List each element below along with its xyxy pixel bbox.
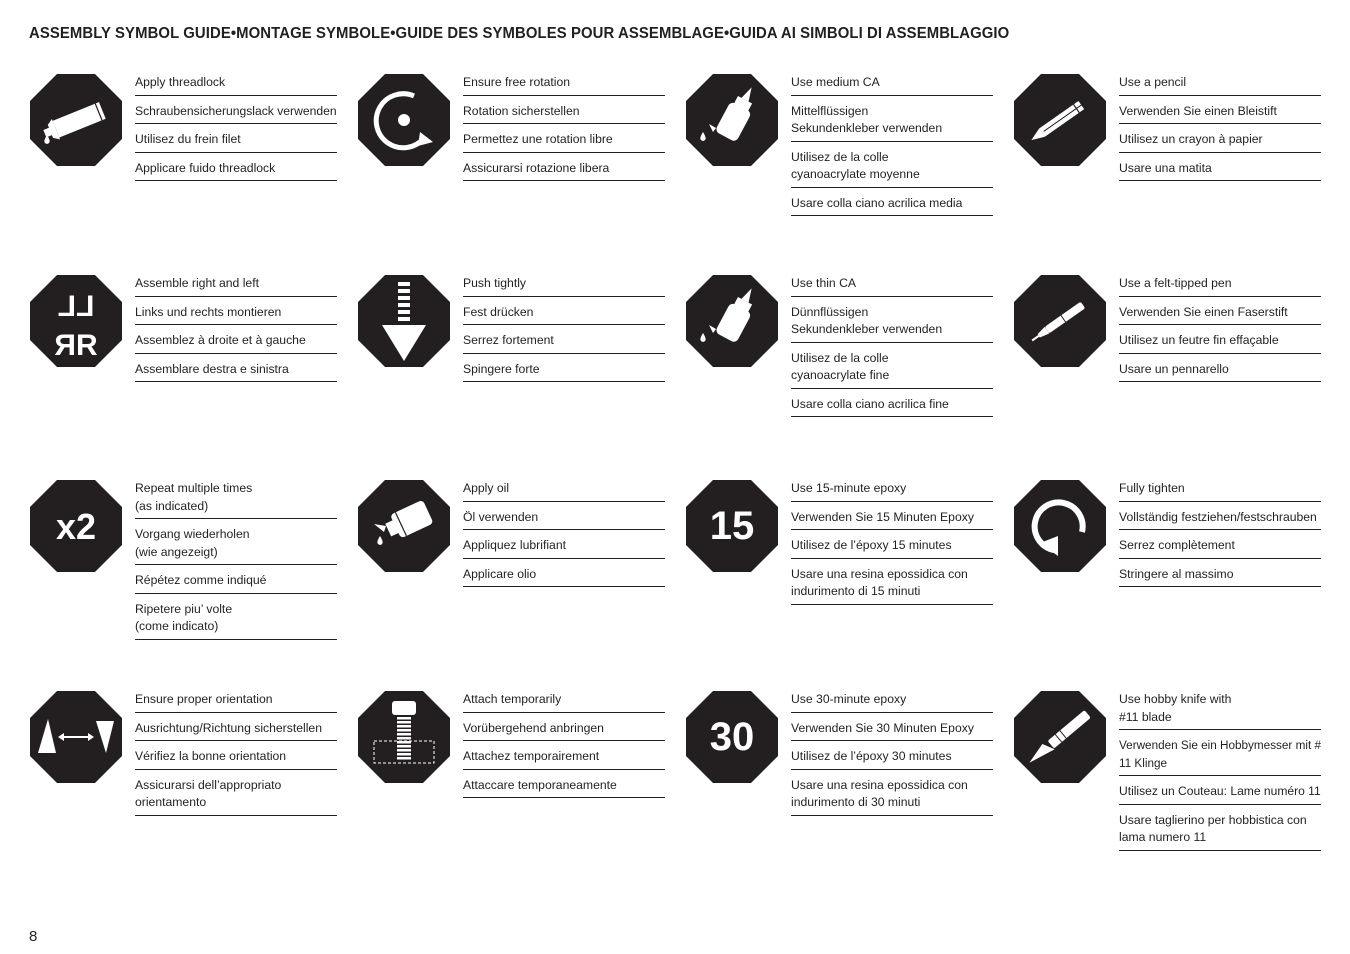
description-line: Usare un pennarello <box>1119 361 1321 383</box>
description-line: Vorübergehend anbringen <box>463 720 665 742</box>
symbol-descriptions <box>791 275 993 424</box>
description-line: Links und rechts montieren <box>135 304 337 326</box>
description-line: Vérifiez la bonne orientation <box>135 748 337 770</box>
symbol-descriptions <box>463 74 665 188</box>
symbol-descriptions <box>1119 691 1321 858</box>
description-line: Stringere al massimo <box>1119 566 1321 588</box>
description-line: Assicurarsi rotazione libera <box>463 160 665 182</box>
page-title: ASSEMBLY SYMBOL GUIDE•MONTAGE SYMBOLE•GUIDE DES SYMBOLES POUR ASSEMBLAGE•GUIDA AI SIMBOLI DI ASSEMBLAGGIO <box>29 25 1010 42</box>
symbol-descriptions <box>463 691 665 805</box>
description-line: Utilisez de la colle cyanoacrylate fine <box>791 350 993 389</box>
description-line: Applicare olio <box>463 566 665 588</box>
description-line: Ausrichtung/Richtung sicherstellen <box>135 720 337 742</box>
description-line: Apply threadlock <box>135 74 337 96</box>
description-line: Use hobby knife with #11 blade <box>1119 691 1321 730</box>
description-line: Assicurarsi dell’appropriato orientamento <box>135 777 337 816</box>
symbol-descriptions <box>135 275 337 389</box>
description-line: Serrez complètement <box>1119 537 1321 559</box>
felt-pen-icon <box>1014 275 1106 367</box>
temporary-bolt-icon <box>358 691 450 783</box>
threadlock-tube-icon <box>30 74 122 166</box>
description-line: Use medium CA <box>791 74 993 96</box>
description-line: Schraubensicherungslack verwenden <box>135 103 337 125</box>
description-line: Usare colla ciano acrilica fine <box>791 396 993 418</box>
description-line: Ripetere piu’ volte (come indicato) <box>135 601 337 640</box>
pencil-icon <box>1014 74 1106 166</box>
description-line: Utilisez de la colle cyanoacrylate moyenne <box>791 149 993 188</box>
description-line: Use a pencil <box>1119 74 1321 96</box>
oil-bottle-icon <box>358 480 450 572</box>
description-line: Push tightly <box>463 275 665 297</box>
description-line: Utilisez un crayon à papier <box>1119 131 1321 153</box>
svg-text:ЯR: ЯR <box>54 329 98 362</box>
symbol-descriptions <box>791 691 993 823</box>
fully-tighten-icon <box>1014 480 1106 572</box>
symbol-descriptions <box>1119 74 1321 188</box>
symbol-descriptions <box>1119 275 1321 389</box>
description-line: Attachez temporairement <box>463 748 665 770</box>
description-line: Dünnflüssigen Sekundenkleber verwenden <box>791 304 993 343</box>
symbol-descriptions <box>463 480 665 594</box>
description-line: Use 15-minute epoxy <box>791 480 993 502</box>
description-line: Répétez comme indiqué <box>135 572 337 594</box>
description-line: Vollständig festziehen/festschrauben <box>1119 509 1321 531</box>
description-line: Utilisez un feutre fin effaçable <box>1119 332 1321 354</box>
description-line: Apply oil <box>463 480 665 502</box>
description-line: Verwenden Sie einen Bleistift <box>1119 103 1321 125</box>
description-line: Attach temporarily <box>463 691 665 713</box>
medium-ca-bottle-icon <box>686 74 778 166</box>
description-line: Verwenden Sie einen Faserstift <box>1119 304 1321 326</box>
epoxy-15-icon <box>686 480 778 572</box>
symbol-descriptions <box>1119 480 1321 594</box>
description-line: Öl verwenden <box>463 509 665 531</box>
description-line: Utilisez un Couteau: Lame numéro 11 <box>1119 783 1321 805</box>
symbol-descriptions <box>135 74 337 188</box>
description-line: Rotation sicherstellen <box>463 103 665 125</box>
description-line: Ensure free rotation <box>463 74 665 96</box>
description-line: Assemblez à droite et à gauche <box>135 332 337 354</box>
push-down-arrow-icon <box>358 275 450 367</box>
description-line: Utilisez de l’époxy 30 minutes <box>791 748 993 770</box>
symbol-descriptions <box>135 480 337 647</box>
description-line: Applicare fuido threadlock <box>135 160 337 182</box>
icon-label: 15 <box>709 504 755 548</box>
right-left-icon <box>30 275 122 367</box>
description-line: Fully tighten <box>1119 480 1321 502</box>
symbol-descriptions <box>791 480 993 612</box>
description-line: Verwenden Sie 30 Minuten Epoxy <box>791 720 993 742</box>
symbol-descriptions <box>135 691 337 823</box>
svg-text:LL: LL <box>57 290 95 323</box>
free-rotation-icon <box>358 74 450 166</box>
description-line: Vorgang wiederholen (wie angezeigt) <box>135 526 337 565</box>
description-line: Appliquez lubrifiant <box>463 537 665 559</box>
description-line: Utilisez de l’époxy 15 minutes <box>791 537 993 559</box>
description-line: Usare taglierino per hobbistica con lama numero 11 <box>1119 812 1321 851</box>
description-line: Utilisez du frein filet <box>135 131 337 153</box>
description-line: Repeat multiple times (as indicated) <box>135 480 337 519</box>
icon-label: 30 <box>709 715 755 759</box>
description-line: Use 30-minute epoxy <box>791 691 993 713</box>
description-line: Spingere forte <box>463 361 665 383</box>
description-line: Use a felt-tipped pen <box>1119 275 1321 297</box>
icon-label: x2 <box>55 506 97 547</box>
description-line: Assemble right and left <box>135 275 337 297</box>
hobby-knife-icon <box>1014 691 1106 783</box>
description-line: Attaccare temporaneamente <box>463 777 665 799</box>
description-line: Serrez fortement <box>463 332 665 354</box>
epoxy-30-icon <box>686 691 778 783</box>
thin-ca-bottle-icon <box>686 275 778 367</box>
description-line: Mittelflüssigen Sekundenkleber verwenden <box>791 103 993 142</box>
description-line: Use thin CA <box>791 275 993 297</box>
description-line: Ensure proper orientation <box>135 691 337 713</box>
symbol-descriptions <box>791 74 993 223</box>
symbol-descriptions <box>463 275 665 389</box>
description-line: Usare una resina epossidica con indurimento di 15 minuti <box>791 566 993 605</box>
description-line: Permettez une rotation libre <box>463 131 665 153</box>
orientation-arrows-icon <box>30 691 122 783</box>
description-line: Usare una resina epossidica con indurimento di 30 minuti <box>791 777 993 816</box>
page-number: 8 <box>29 928 38 945</box>
description-line: Verwenden Sie 15 Minuten Epoxy <box>791 509 993 531</box>
description-line: Verwenden Sie ein Hobbymesser mit # 11 Klinge <box>1119 737 1321 776</box>
repeat-x2-icon <box>30 480 122 572</box>
description-line: Assemblare destra e sinistra <box>135 361 337 383</box>
description-line: Usare colla ciano acrilica media <box>791 195 993 217</box>
description-line: Fest drücken <box>463 304 665 326</box>
description-line: Usare una matita <box>1119 160 1321 182</box>
